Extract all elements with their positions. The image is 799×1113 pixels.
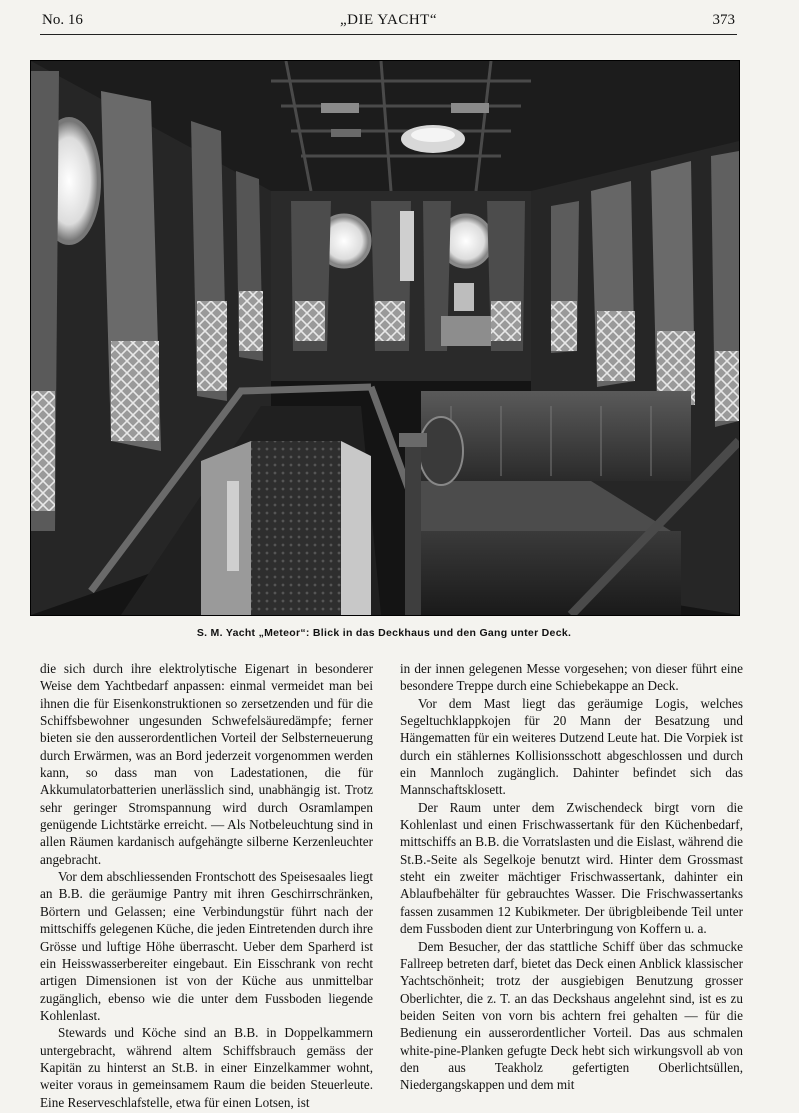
page-header bbox=[40, 10, 737, 32]
figure-caption: S. M. Yacht „Meteor“: Blick in das Deckhaus und den Gang unter Deck. bbox=[196, 627, 572, 639]
text-column-left bbox=[40, 660, 373, 1111]
paragraph: Der Raum unter dem Zwischendeck birgt vorn die Kohlenlast und einen Frischwassertank für den Küchenbedarf, mittschiffs an B.B. die Vorratslasten und die Eislast, während die St.B.-Seite als Segelkoje benutzt wird. Hinter dem Grossmast steht ein zweiter mächtiger Frischwassertank, dahinter ein Ablaufbehälter für gebrauchtes Wasser. Die Frischwassertanks fassen zusammen 12 Kubikmeter. Der übrigbleibende Teil unter dem Fussboden dient zur Unterbringung von Koffern u. a. bbox=[400, 799, 743, 937]
paragraph: Vor dem abschliessenden Frontschott des Speisesaales liegt an B.B. die geräumige Pantry mit ihren Geschirrschränken, Börtern und Gelassen; eine Verbindungstür führt nach der mittschiffs gelegenen Küche, die jeden Eintretenden durch ihre Grösse und luftige Höhe überrascht. Ueber dem Sparherd ist ein Heisswasserbereiter eingebaut. Ein Eisschrank von recht artigen Dimensionen ist von der Küche aus unmittelbar zugänglich, ebenso wie die unter dem Fussboden liegende Kohlenlast. bbox=[40, 869, 373, 1023]
paragraph: Dem Besucher, der das stattliche Schiff über das schmucke Fallreep betreten darf, bietet das Deck einen Anblick klassischer Yachtschönheit; trotz der ausgiebigen Benutzung grosser Oberlichter, die z. T. an das Deckshaus angelehnt sind, ist es zu beiden Seiten von vorn bis achtern frei gehalten — für die Bedienung ein ausserordentlicher Vorteil. Das aus schmalen white-pine-Planken gefugte Deck hebt sich wirkungsvoll ab von den aus Teakholz gefertigten Oberlichtsüllen, Niedergangskappen und dem mit bbox=[400, 938, 743, 1093]
newel-post bbox=[405, 441, 421, 615]
page-number: 373 bbox=[712, 12, 735, 28]
paragraph: die sich durch ihre elektrolytische Eigenart in besonderer Weise dem Yachtbedarf anpassen: einmal vermeidet man bei ihnen die für Eisenkonstruktionen so zersetzenden und für die Schiffsbewohner ungesunden Schwefelsäuredämpfe; ferner bieten sie den ausserordentlichen Vorteil der Selbsterneuerung durch Erwärmen, was an Bord jederzeit vorgenommen werden kann, so dass man von Ladestationen, die für Akkumulatorbatterien unerlässlich sind, unabhängig ist. Trotz sehr geringer Stromspannung wird durch Osramlampen genügende Lichtstärke erreicht. — Als Notbeleuchtung sind in allen Räumen kardanisch aufgehängte silberne Kerzenleuchter angebracht. bbox=[40, 661, 373, 867]
paragraph: Stewards und Köche sind an B.B. in Doppelkammern untergebracht, während altem Schiffsbrauch gemäss der Kapitän zu hinterst an St.B. in einer Einzelkammer wohnt, weiter voraus in gemeinsamem Raum die beiden Steuerleute. Eine Reserveschlafstelle, etwa für einen Lotsen, ist bbox=[40, 1025, 373, 1110]
paragraph: in der innen gelegenen Messe vorgesehen; von dieser führt eine besondere Treppe durch eine Schiebekappe an Deck. bbox=[400, 661, 743, 694]
issue-number: No. 16 bbox=[42, 12, 83, 28]
text-column-right bbox=[400, 660, 743, 1094]
header-rule bbox=[40, 34, 737, 35]
paragraph: Vor dem Mast liegt das geräumige Logis, welches Segeltuchklappkojen für 20 Mann der Besatzung und Hängematten für ein weiteres Dutzend Leute hat. Die Vorpiek ist durch ein stählernes Kollisionsschott abgeschlossen und durch ein Mannloch zugänglich. Dahinter befindet sich das Mannschaftsklosett. bbox=[400, 695, 743, 798]
magazine-title: „DIE YACHT“ bbox=[339, 12, 437, 28]
deckhouse-photograph bbox=[30, 60, 740, 616]
bolster-cushion bbox=[419, 417, 463, 485]
corridor-floor bbox=[251, 441, 341, 615]
